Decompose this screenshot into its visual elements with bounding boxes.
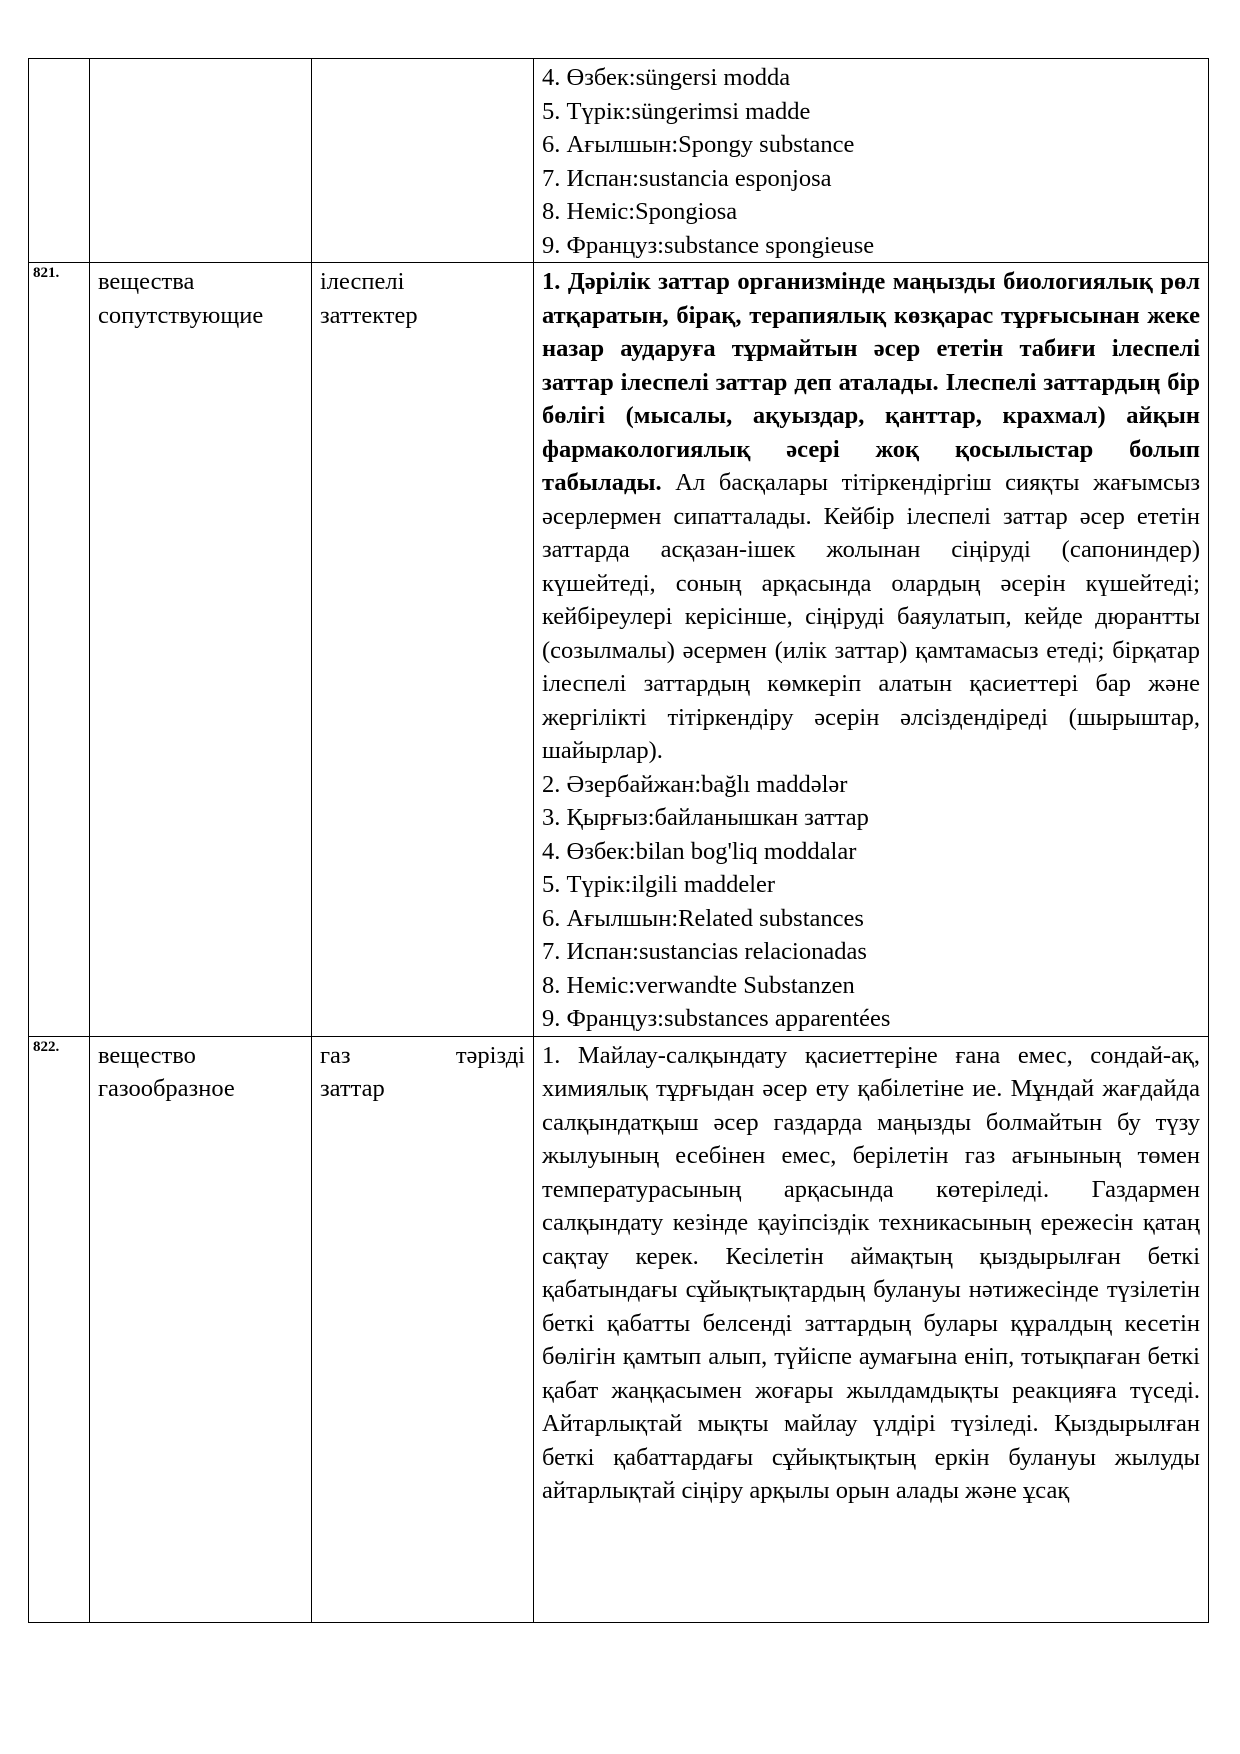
definition-bold: 1. Дәрілік заттар организмінде маңызды биологиялық рөл атқаратын, бірақ, терапиялық көзқарас тұрғысынан жеке назар аударуға тұрмайтын әсер ететін табиғи ілеспелі заттар ілеспелі заттар деп аталады. Ілеспелі заттардың бір бөлігі (мысалы, ақуыздар, қанттар, крахмал) айқын фармакологиялық әсері жоқ қосылыстар болып табылады. [542,268,1200,496]
kazakh-term-line: ілеспелі [320,268,405,295]
definition-cell [534,1036,1209,1622]
kazakh-term-line [320,1039,525,1073]
russian-term-line: вещество [98,1041,196,1069]
table-row [29,59,1209,263]
kazakh-term [312,263,534,1037]
russian-term-line: вещества [98,268,195,295]
translation-line: 3. Қырғыз:байланышкан заттар [542,804,869,831]
translation-line: 8. Неміс:Spongiosa [542,198,738,225]
entry-number [29,59,90,263]
russian-term-line: сопутствующие [98,301,264,329]
russian-term [90,263,312,1037]
translation-line: 8. Неміс:verwandte Substanzen [542,971,855,999]
translation-line: 4. Өзбек:süngersi modda [542,64,791,91]
kazakh-term-word: газ [320,1041,351,1069]
kazakh-term-line: заттектер [320,301,418,329]
entry-number: 822. [29,1036,90,1622]
definition-cell [534,263,1209,1037]
definition-cell [534,59,1209,263]
translation-line: 2. Әзербайжан:bağlı maddələr [542,770,848,798]
translation-line: 6. Ағылшын:Related substances [542,904,864,932]
definition-text [542,265,1200,768]
dictionary-table [28,58,1209,1623]
translation-line: 5. Түрік:ilgili maddeler [542,871,776,898]
translation-line: 6. Ағылшын:Spongy substance [542,131,855,158]
translation-line: 7. Испан:sustancia esponjosa [542,164,832,192]
translation-line: 9. Француз:substance spongieuse [542,231,875,259]
translation-line: 4. Өзбек:bilan bog'liq moddalar [542,837,857,865]
definition-regular: Ал басқалары тітіркендіргіш сияқты жағымсыз әсерлермен сипатталады. Кейбір ілеспелі заттар әсер ететін заттарда асқазан-ішек жолынан сіңіруді (сапониндер) күшейтеді, соның арқасында олардың әсерін күшейтеді; кейбіреулері керісінше, сіңіруді баяулатып, кейде дюрантты (созылмалы) әсермен (илік заттар) қамтамасыз етеді; бірқатар ілеспелі заттардың көмкеріп алатын қасиеттері бар және жергілікті тітіркендіру әсерін әлсіздендіреді (шырыштар, шайырлар). [542,469,1200,764]
translation-line: 7. Испан:sustancias relacionadas [542,938,867,965]
table-row [29,263,1209,1037]
kazakh-term [312,1036,534,1622]
kazakh-term [312,59,534,263]
kazakh-term-line: заттар [320,1075,385,1102]
russian-term [90,1036,312,1622]
russian-term-line: газообразное [98,1075,235,1102]
translation-line: 5. Түрік:süngerimsi madde [542,97,811,125]
russian-term [90,59,312,263]
translation-line: 9. Француз:substances apparentées [542,1005,891,1032]
definition-text: 1. Майлау-салқындату қасиеттеріне ғана емес, сондай-ақ, химиялық тұрғыдан әсер ету қабілетіне ие. Мұндай жағдайда салқындатқыш әсер газдарда маңызды болмайтын бу түзу жылуының есебінен емес, берілетін газ ағынының төмен температурасының арқасында көтеріледі. Газдармен салқындату кезінде қауіпсіздік техникасының ережесін қатаң сақтау керек. Кесілетін аймақтың қыздырылған беткі қабатындағы сұйықтықтардың булануы нәтижесінде түзілетін беткі қабатты белсенді заттардың булары құралдың кесетін бөлігін қамтып алып, түйіспе аумағына еніп, тотықпаған беткі қабат жаңқасымен жоғары жылдамдықты реакцияға түседі. Айтарлықтай мықты майлау үлдірі түзіледі. Қыздырылған беткі қабаттардағы сұйықтықтың еркін булануы жылуды айтарлықтай сіңіру арқылы орын алады және ұсақ [542,1041,1200,1504]
table-row [29,1036,1209,1622]
entry-number: 821. [29,263,90,1037]
kazakh-term-word: тәрізді [455,1041,525,1069]
